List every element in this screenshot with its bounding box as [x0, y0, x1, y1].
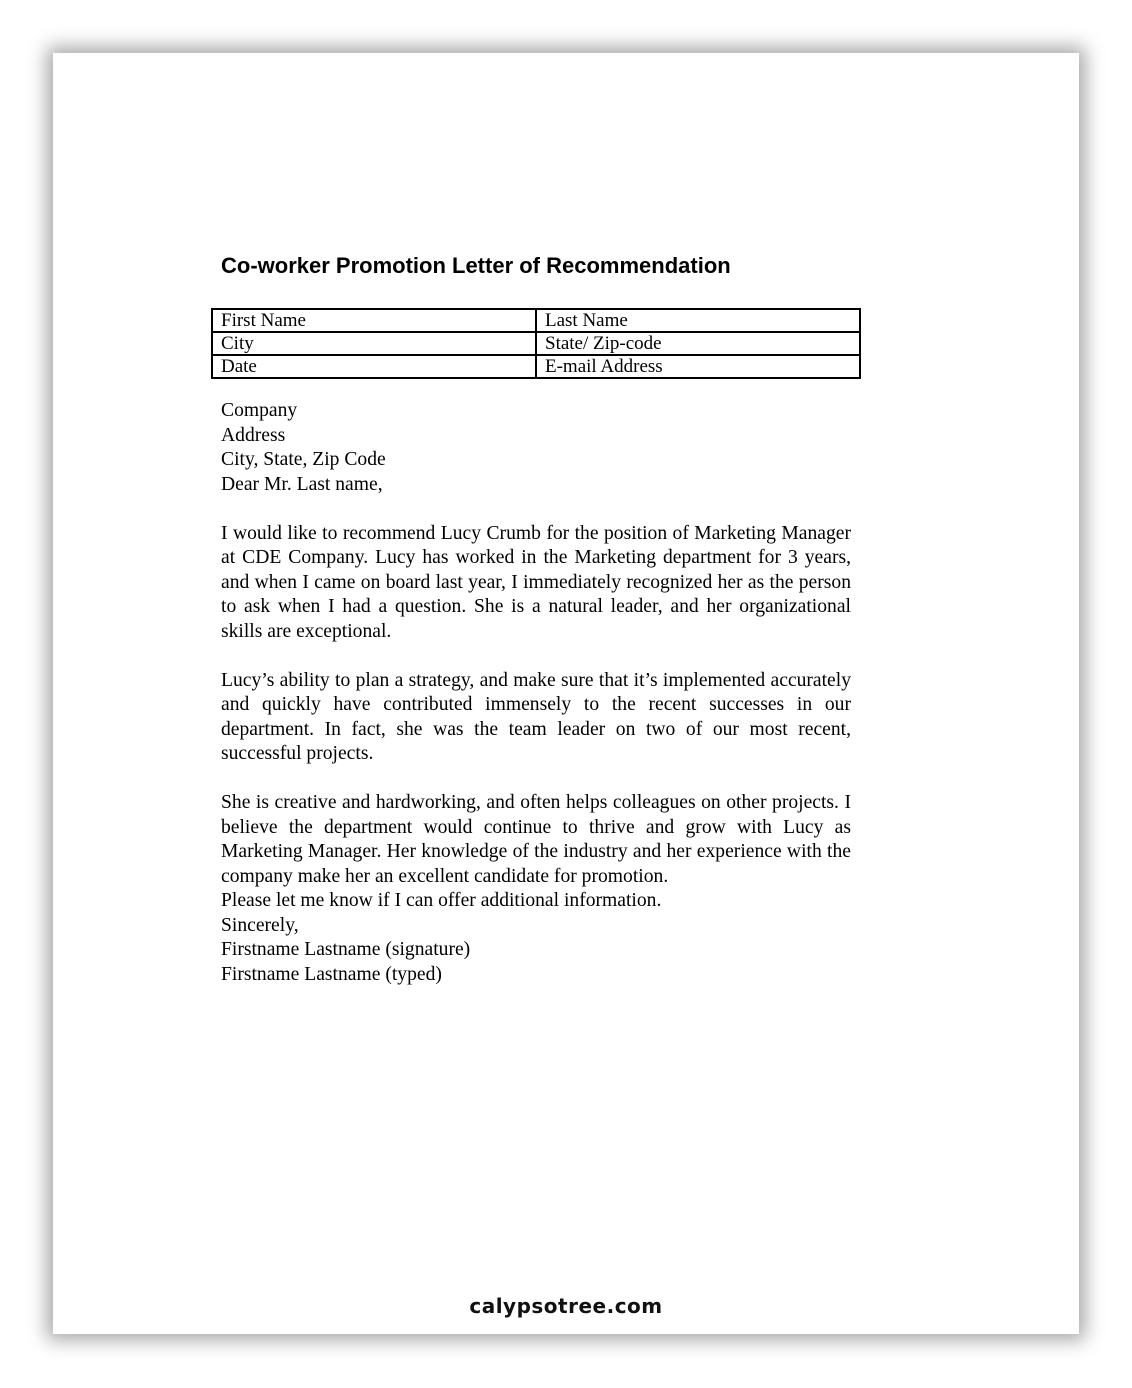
table-cell-state-zip: State/ Zip-code	[536, 332, 860, 355]
address-city-state-zip: City, State, Zip Code	[221, 449, 386, 470]
table-cell-city: City	[212, 332, 536, 355]
letter-body	[221, 399, 851, 987]
closing-sincerely: Sincerely,	[221, 914, 299, 936]
paragraph: I would like to recommend Lucy Crumb for the position of Marketing Manager at CDE Company. Lucy has worked in the Marketing department for 3 years, and when I came on board last year, I immediately recognized her as the person to ask when I had a question. She is a natural leader, and her organizational skills are exceptional.	[221, 522, 851, 642]
salutation: Dear Mr. Last name,	[221, 473, 383, 495]
document-title: Co-worker Promotion Letter of Recommendation	[221, 253, 731, 278]
signature-line: Firstname Lastname (signature)	[221, 939, 471, 960]
closing-offer: Please let me know if I can offer additional information.	[221, 890, 662, 911]
paragraph: She is creative and hardworking, and often helps colleagues on other projects. I believe the department would continue to thrive and grow with Lucy as Marketing Manager. Her knowledge of the industry and her experience with the company make her an excellent candidate for promotion.	[221, 792, 851, 887]
address-block	[221, 399, 851, 497]
table-row	[212, 332, 860, 355]
table-cell-first-name: First Name	[212, 309, 536, 332]
typed-name-line: Firstname Lastname (typed)	[221, 963, 442, 985]
site-watermark: calypsotree.com	[469, 1294, 663, 1318]
address-company: Company	[221, 400, 298, 421]
address-street: Address	[221, 424, 286, 446]
table-cell-last-name: Last Name	[536, 309, 860, 332]
table-row	[212, 355, 860, 378]
info-table	[211, 308, 861, 379]
table-cell-email: E-mail Address	[536, 355, 860, 378]
document-page	[53, 53, 1079, 1334]
table-row	[212, 309, 860, 332]
table-cell-date: Date	[212, 355, 536, 378]
paragraph: Lucy’s ability to plan a strategy, and make sure that it’s implemented accurately and quickly have contributed immensely to the recent successes in our department. In fact, she was the team leader on two of our most recent, successful projects.	[221, 669, 851, 764]
closing-block	[221, 889, 851, 987]
